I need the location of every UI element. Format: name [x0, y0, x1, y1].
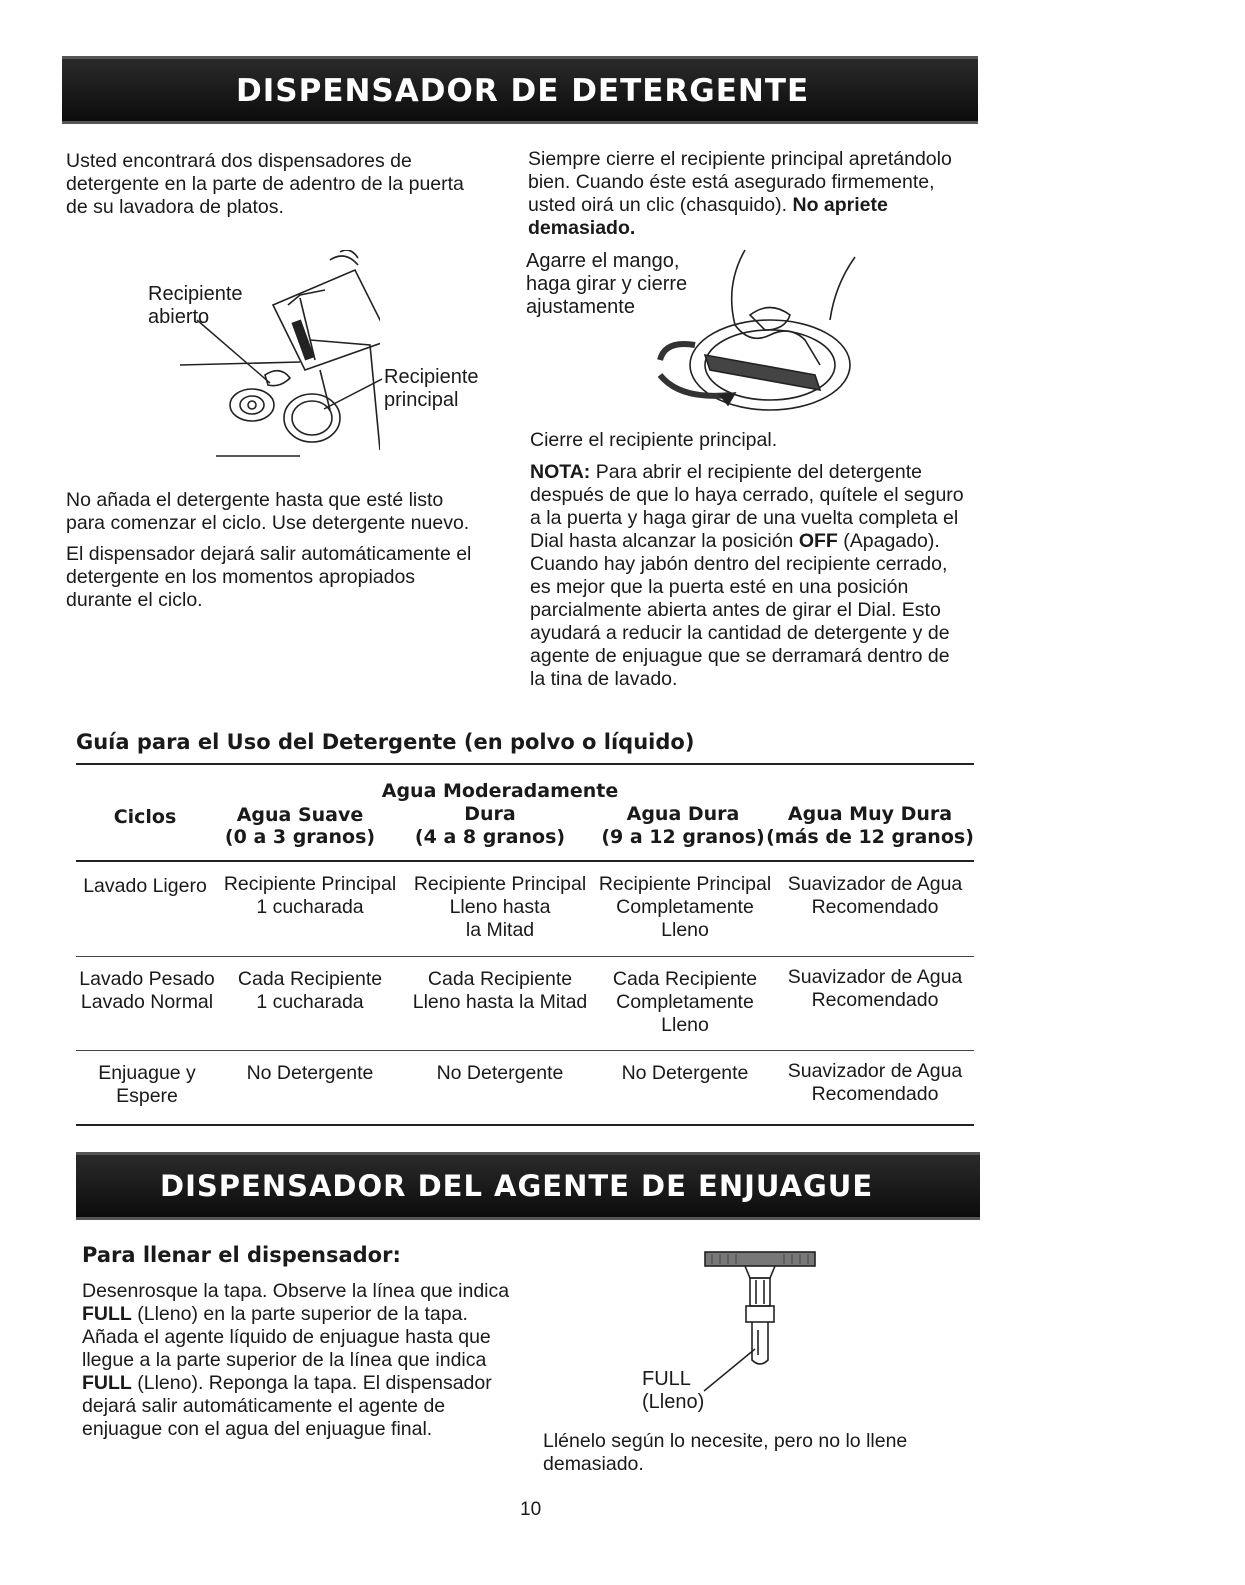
- cell-line: Completamente: [616, 896, 754, 918]
- label-recipiente-abierto-2: abierto: [148, 306, 210, 328]
- cell-line: Espere: [116, 1085, 178, 1107]
- table-row-1-muy: [780, 873, 970, 919]
- label-recipiente-principal-1: Recipiente: [384, 366, 479, 388]
- rinse-text-a: Desenrosque la tapa. Observe la línea que indica: [82, 1280, 510, 1302]
- header-dura-2: (9 a 12 granos): [601, 826, 765, 848]
- cell-line: Lavado Pesado: [79, 968, 215, 990]
- cell-line: Lleno: [661, 1014, 709, 1036]
- header-ciclos: Ciclos: [113, 806, 177, 828]
- rinse-paragraph: [82, 1280, 522, 1441]
- cell-line: Cada Recipiente: [612, 968, 758, 990]
- intro-paragraph: Usted encontrará dos dispensadores de detergente en la parte de adentro de la puerta de su lavadora de platos.: [66, 150, 464, 218]
- cell-line: Lavado Ligero: [83, 875, 207, 897]
- table-row-2-mod: [400, 968, 600, 1014]
- close-dispenser-illustration: [640, 245, 870, 415]
- row-divider-1: [76, 956, 974, 957]
- table-row-1-suave: [215, 873, 405, 919]
- cell-line: Enjuague y: [98, 1062, 196, 1084]
- row-divider-2: [76, 1050, 974, 1051]
- cell-line: Recomendado: [811, 989, 939, 1011]
- header-banner-enjuague: [76, 1152, 980, 1220]
- header-mod-1: Agua Moderadamente: [381, 780, 619, 802]
- header-muy-1: Agua Muy Dura: [787, 803, 953, 825]
- header-banner-detergente: [62, 56, 978, 124]
- cell-line: Lleno hasta: [449, 896, 551, 918]
- note-text-a: Para abrir el recipiente del detergente después de que lo haya cerrado, quítele el seguro a la puerta y haga girar de una vuelta completa el Dial hasta alcanzar la posición: [530, 461, 964, 552]
- rinse-subtitle: Para llenar el dispensador:: [82, 1243, 401, 1267]
- paragraph-auto-release: El dispensador dejará salir automáticamente el detergente en los momentos apropiados durante el ciclo.: [66, 543, 472, 611]
- header-mod-2: Dura: [464, 803, 516, 825]
- header-suave-1: Agua Suave: [236, 804, 364, 826]
- cell-line: No Detergente: [436, 1062, 564, 1084]
- cell-line: No Detergente: [621, 1062, 749, 1084]
- label-full: FULL: [642, 1368, 691, 1390]
- guide-bottom-rule: [76, 1124, 974, 1126]
- table-row-3-muy: [780, 1060, 970, 1106]
- rinse-full-1: FULL: [82, 1303, 132, 1325]
- table-row-1-dura: [592, 873, 778, 942]
- rinse-text-b: (Lleno) en la parte superior de la tapa. Añada el agente líquido de enjuague hasta que llegue a la parte superior de la línea que indica: [82, 1303, 491, 1371]
- table-row-3-cycle: [72, 1062, 222, 1108]
- label-recipiente-principal-2: principal: [384, 389, 459, 411]
- rinse-full-2: FULL: [82, 1372, 132, 1394]
- cell-line: la Mitad: [465, 919, 535, 941]
- cell-line: Cada Recipiente: [427, 968, 573, 990]
- left-paragraphs: [66, 489, 486, 620]
- close-text: Siempre cierre el recipiente principal apretándolo bien. Cuando éste está asegurado firmemente, usted oirá un clic (chasquido).: [528, 148, 952, 216]
- table-row-1-cycle: [80, 875, 210, 898]
- header-mod-3: (4 a 8 granos): [414, 826, 566, 848]
- page-number: 10: [520, 1499, 542, 1520]
- header-muy-2: (más de 12 granos): [766, 826, 974, 848]
- cell-line: Recipiente Principal: [413, 873, 587, 895]
- cell-line: Lleno: [661, 919, 709, 941]
- guide-header-rule: [76, 860, 974, 862]
- table-row-1-mod: [405, 873, 595, 942]
- cell-line: Completamente: [616, 991, 754, 1013]
- table-row-3-mod: [405, 1062, 595, 1085]
- cell-line: 1 cucharada: [256, 896, 364, 918]
- rinse-caption: Llénelo según lo necesite, pero no lo llene demasiado.: [543, 1430, 908, 1475]
- cell-line: Cada Recipiente: [237, 968, 383, 990]
- table-row-2-cycle: [72, 968, 222, 1014]
- table-row-3-suave: [215, 1062, 405, 1085]
- pointer-line-abierto: [195, 318, 275, 388]
- header-suave-2: (0 a 3 granos): [224, 826, 376, 848]
- header-dura-1: Agua Dura: [626, 803, 740, 825]
- note-text-b: (Apagado). Cuando hay jabón dentro del recipiente cerrado, es mejor que la puerta esté en una posición parcialmente abierta antes de girar el Dial. Esto ayudará a reducir la cantidad de detergente y de agente de enjuague que se derramará dentro de la tina de lavado.: [530, 530, 950, 690]
- table-row-2-muy: [780, 966, 970, 1012]
- cell-line: Recipiente Principal: [223, 873, 397, 895]
- caption-close-main: Cierre el recipiente principal.: [530, 429, 778, 451]
- cell-line: 1 cucharada: [256, 991, 364, 1013]
- cell-line: Suavizador de Agua: [787, 966, 963, 988]
- pointer-line-principal: [320, 375, 390, 415]
- cell-line: Suavizador de Agua: [787, 873, 963, 895]
- note-paragraph: [530, 461, 970, 691]
- cell-line: Recipiente Principal: [598, 873, 772, 895]
- cell-line: No Detergente: [246, 1062, 374, 1084]
- section-title-enjuague: DISPENSADOR DEL AGENTE DE ENJUAGUE: [160, 1169, 874, 1203]
- section-title-detergente: DISPENSADOR DE DETERGENTE: [236, 73, 810, 109]
- label-lleno: (Lleno): [642, 1391, 705, 1413]
- guide-top-rule: [76, 763, 974, 765]
- label-grip-1: Agarre el mango,: [526, 250, 680, 272]
- rinse-text-c: (Lleno). Reponga la tapa. El dispensador dejará salir automáticamente el agente de enjuague con el agua del enjuague final.: [82, 1372, 492, 1440]
- note-off: OFF: [798, 530, 838, 552]
- label-recipiente-abierto-1: Recipiente: [148, 283, 243, 305]
- label-grip-2: haga girar y cierre: [526, 273, 688, 295]
- label-grip-3: ajustamente: [526, 296, 635, 318]
- cell-line: Lavado Normal: [80, 991, 214, 1013]
- note-label: NOTA:: [530, 461, 591, 483]
- guide-title: Guía para el Uso del Detergente (en polvo o líquido): [76, 730, 695, 754]
- close-paragraph: [528, 148, 953, 240]
- table-row-2-dura: [592, 968, 778, 1037]
- pointer-line-full: [700, 1345, 760, 1395]
- cell-line: Lleno hasta la Mitad: [412, 991, 588, 1013]
- close-warning: No apriete demasiado.: [528, 194, 888, 239]
- paragraph-add-detergent: No añada el detergente hasta que esté listo para comenzar el ciclo. Use detergente nuevo.: [66, 489, 470, 534]
- cell-line: Suavizador de Agua: [787, 1060, 963, 1082]
- table-row-3-dura: [592, 1062, 778, 1085]
- cell-line: Recomendado: [811, 896, 939, 918]
- table-row-2-suave: [215, 968, 405, 1014]
- cell-line: Recomendado: [811, 1083, 939, 1105]
